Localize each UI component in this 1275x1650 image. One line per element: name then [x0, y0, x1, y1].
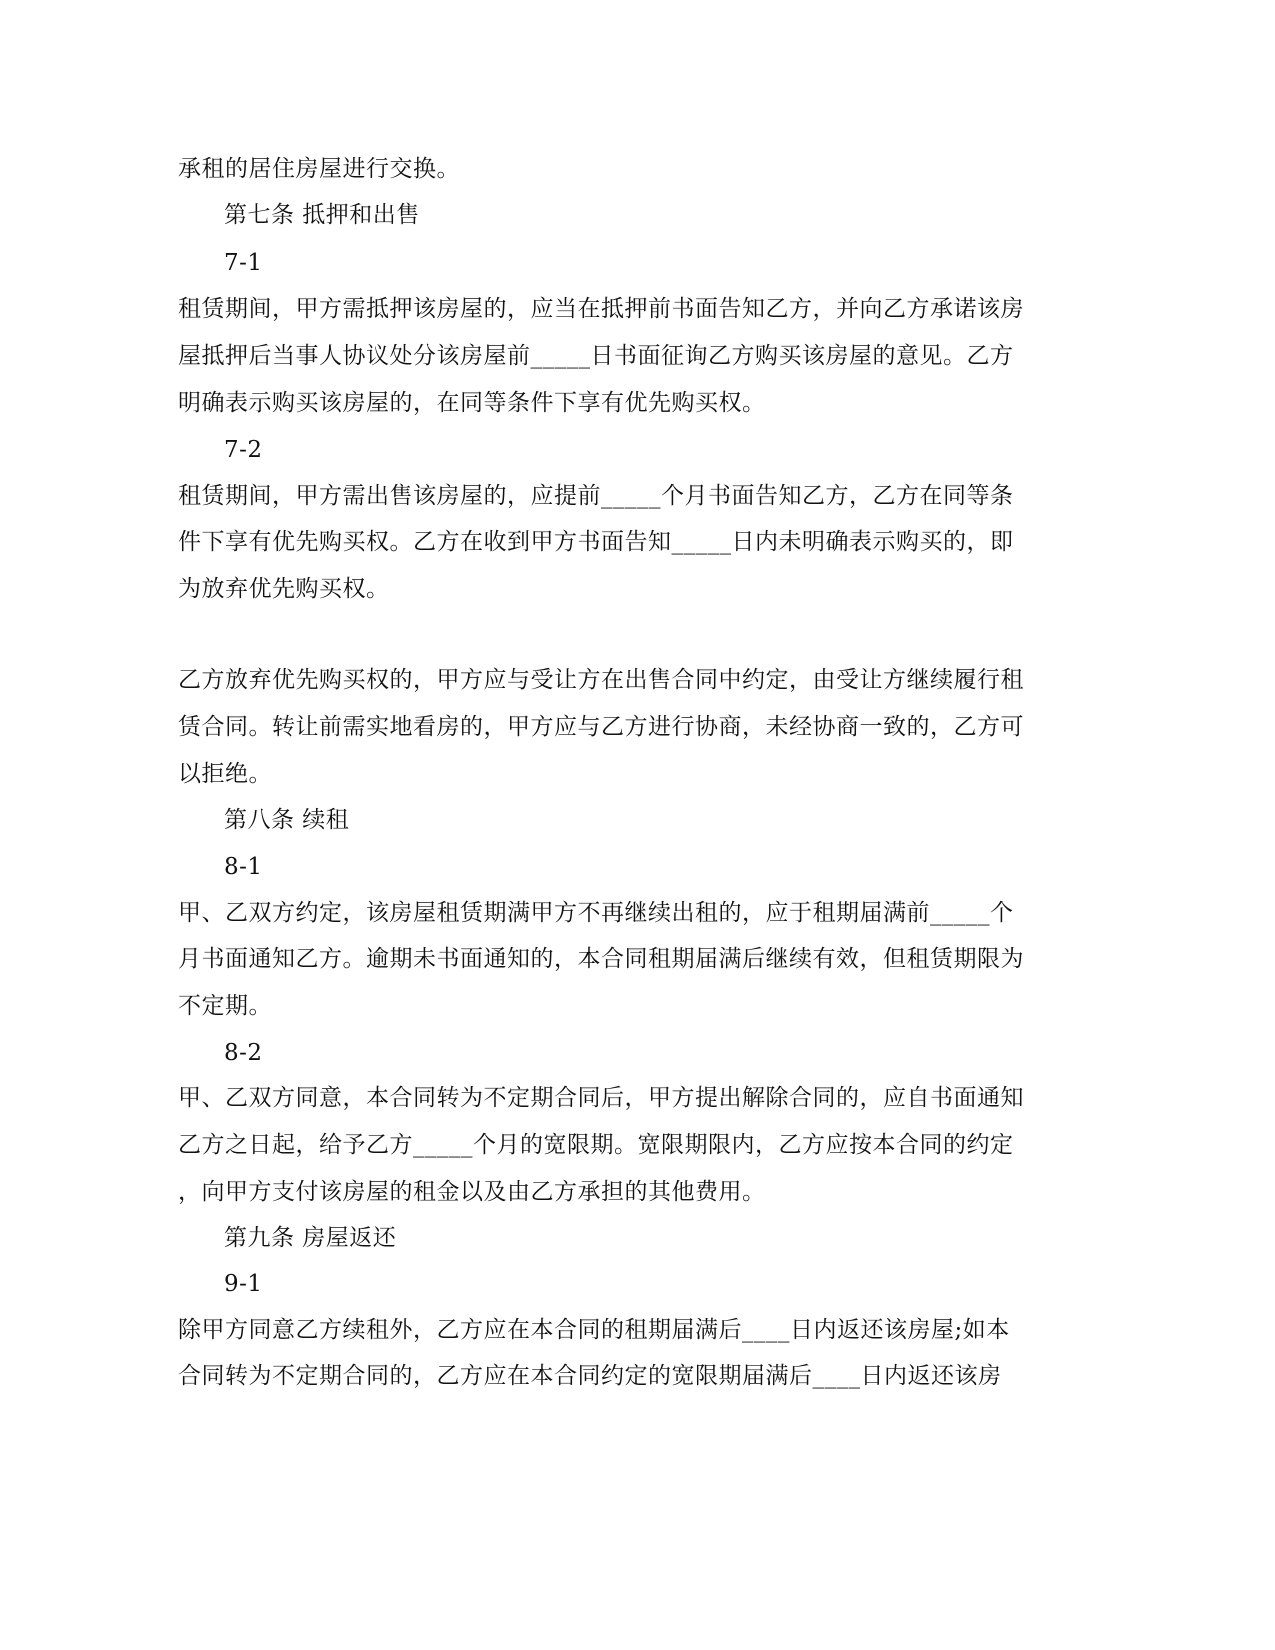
paragraph-line: 乙方之日起，给予乙方_____个月的宽限期。宽限期限内，乙方应按本合同的约定 [178, 1132, 1014, 1158]
paragraph-line: 除甲方同意乙方续租外，乙方应在本合同的租期届满后____日内返还该房屋;如本 [178, 1317, 1010, 1343]
clause-number-7-1: 7-1 [224, 250, 263, 276]
paragraph-line: 屋抵押后当事人协议处分该房屋前_____日书面征询乙方购买该房屋的意见。乙方 [178, 343, 1014, 369]
paragraph-line: 件下享有优先购买权。乙方在收到甲方书面告知_____日内未明确表示购买的，即 [178, 529, 1014, 555]
paragraph-line: 合同转为不定期合同的，乙方应在本合同约定的宽限期届满后____日内返还该房 [178, 1363, 1002, 1389]
paragraph-line: 甲、乙双方约定，该房屋租赁期满甲方不再继续出租的，应于租期届满前_____个 [178, 900, 1014, 926]
paragraph-line: ，向甲方支付该房屋的租金以及由乙方承担的其他费用。 [178, 1179, 766, 1205]
section-heading-article-9: 第九条 房屋返还 [224, 1225, 397, 1251]
paragraph-line: 不定期。 [178, 993, 272, 1019]
paragraph-line: 为放弃优先购买权。 [178, 576, 390, 602]
paragraph-line: 租赁期间，甲方需抵押该房屋的，应当在抵押前书面告知乙方，并向乙方承诺该房 [178, 296, 1024, 322]
section-heading-article-7: 第七条 抵押和出售 [224, 202, 420, 228]
paragraph-line: 乙方放弃优先购买权的，甲方应与受让方在出售合同中约定，由受让方继续履行租 [178, 667, 1024, 693]
paragraph-line: 甲、乙双方同意，本合同转为不定期合同后，甲方提出解除合同的，应自书面通知 [178, 1085, 1024, 1111]
clause-number-8-2: 8-2 [224, 1040, 263, 1066]
clause-number-9-1: 9-1 [224, 1271, 263, 1297]
clause-number-7-2: 7-2 [224, 437, 263, 463]
clause-number-8-1: 8-1 [224, 854, 263, 880]
paragraph-line: 以拒绝。 [178, 761, 272, 787]
paragraph-line: 明确表示购买该房屋的，在同等条件下享有优先购买权。 [178, 390, 766, 416]
paragraph-line: 月书面通知乙方。逾期未书面通知的，本合同租期届满后继续有效，但租赁期限为 [178, 946, 1024, 972]
paragraph-line: 赁合同。转让前需实地看房的，甲方应与乙方进行协商，未经协商一致的，乙方可 [178, 714, 1024, 740]
section-heading-article-8: 第八条 续租 [224, 807, 350, 833]
paragraph-line: 租赁期间，甲方需出售该房屋的，应提前_____个月书面告知乙方，乙方在同等条 [178, 483, 1014, 509]
paragraph-line: 承租的居住房屋进行交换。 [178, 156, 460, 182]
